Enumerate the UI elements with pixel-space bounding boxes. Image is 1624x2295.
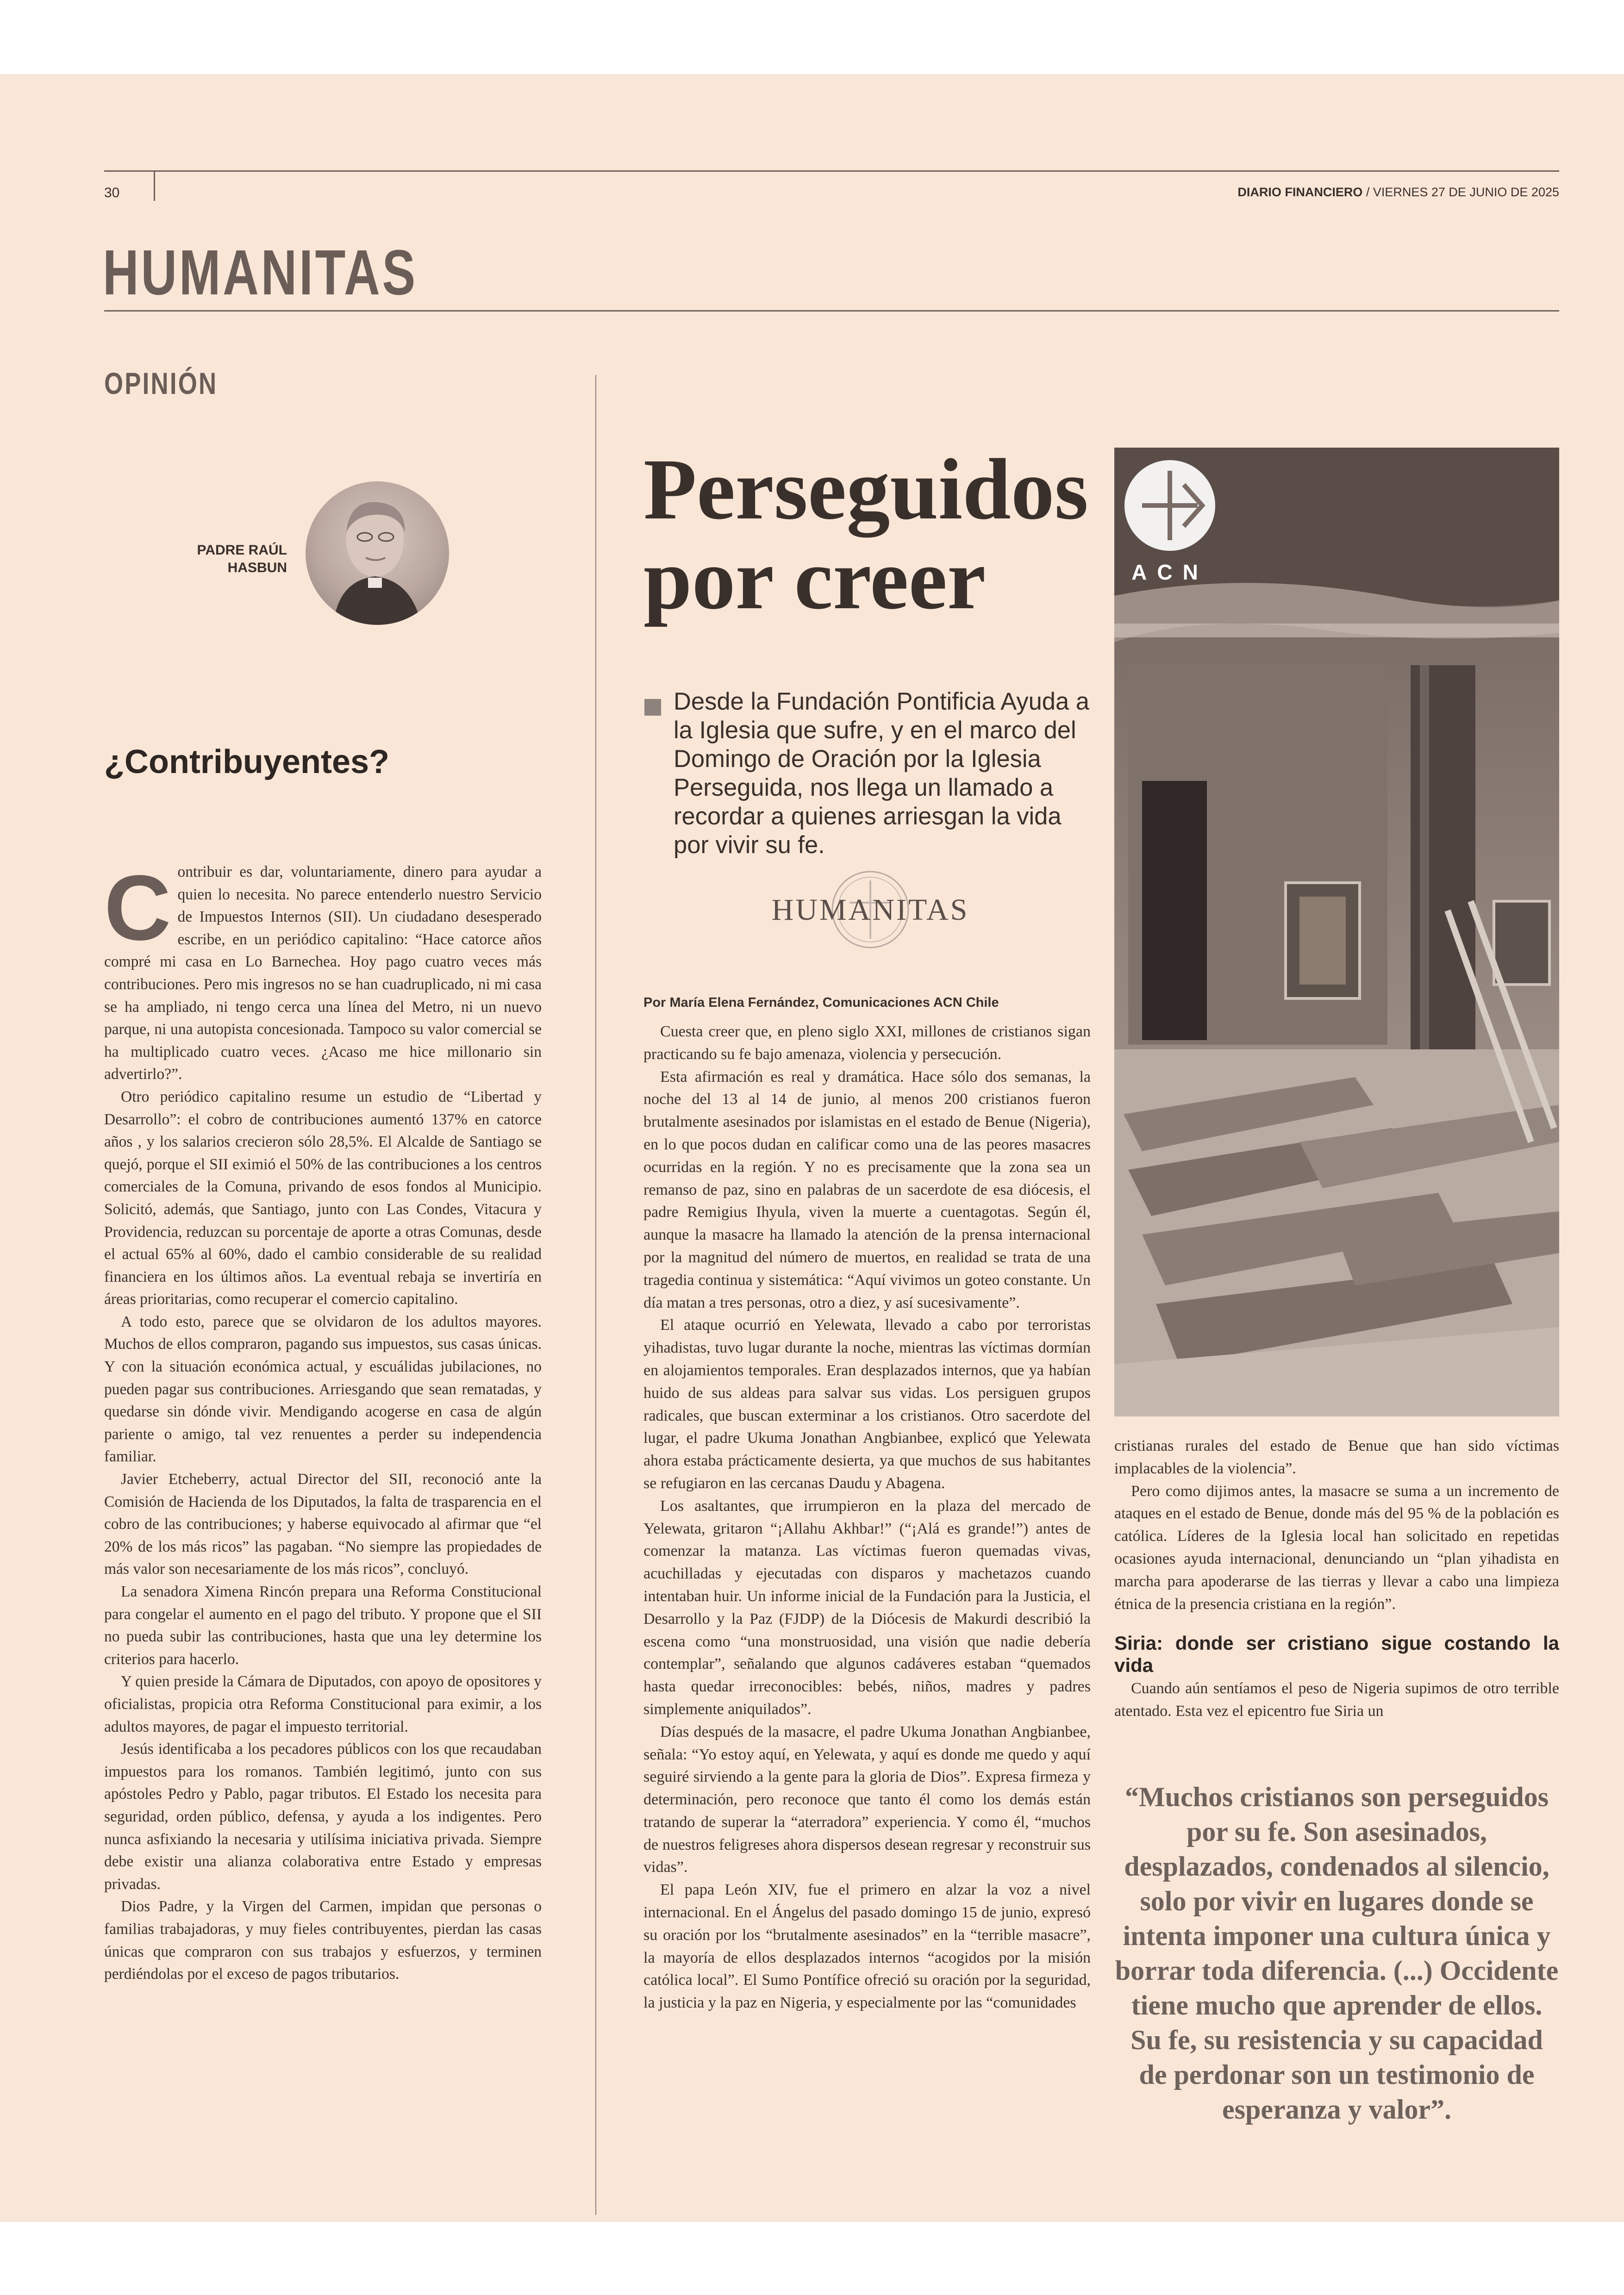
church-ruins-illustration xyxy=(1114,448,1559,1416)
opinion-paragraph: Javier Etcheberry, actual Director del SII, reconoció ante la Comisión de Hacienda de los Diputados, la falta de trasparencia en el cobro de las contribuciones; y haberse equivocado al afirmar que “el 20% de los más ricos” las pagaban. “No siempre las propiedades de más valor son necesariamente de los más ricos”, concluyó. xyxy=(104,1471,542,1578)
header-top-rule xyxy=(104,170,1559,172)
page-number: 30 xyxy=(104,185,120,200)
opinion-label: OPINIÓN xyxy=(104,366,218,400)
portrait-illustration xyxy=(306,481,449,625)
article-body-right xyxy=(1114,1435,1559,1723)
article-paragraph: El papa León XIV, fue el primero en alzar la voz a nivel internacional. En el Ángelus del pasado domingo 15 de junio, expresó su oración por los “brutalmente asesinados” en la “terrible masacre”, la mayoría de ellos desplazados internos “acogidos por la misión católica local”. El Sumo Pontífice ofreció su oración por la seguridad, la justicia y la paz en Nigeria, y especialmente por las “comunidades xyxy=(643,1881,1091,2012)
humanitas-logo-text: HUMANITAS xyxy=(771,893,969,927)
opinion-paragraph: Jesús identificaba a los pecadores públicos con los que recaudaban impuestos para los romanos. También legitimó, junto con sus apóstoles Pedro y Pablo, pagar tributos. El Estado los necesita para seguridad, orden público, defensa, y ayuda a los indigentes. Pero nunca asfixiando la necesaria y utilísima iniciativa privada. Siempre debe existir una alianza colaborativa entre Estado y empresas privadas. xyxy=(104,1740,542,1893)
humanitas-logo xyxy=(750,870,991,949)
opinion-paragraph: Y quien preside la Cámara de Diputados, con apoyo de opositores y oficialistas, propicia otra Reforma Constitucional para eximir, a los adultos mayores, de pagar el impuesto territorial. xyxy=(104,1673,542,1735)
column-divider xyxy=(595,375,596,2215)
main-headline: Perseguidos por creer xyxy=(643,441,1088,627)
drop-cap: C xyxy=(104,856,171,960)
article-deck: Desde la Fundación Pontificia Ayuda a la Iglesia que sufre, y en el marco del Domingo de Oración por la Iglesia Perseguida, nos llega un llamado a recordar a quienes arriesgan la vida por vivir su fe. xyxy=(674,688,1089,859)
opinion-paragraph: A todo esto, parece que se olvidaron de los adultos mayores. Muchos de ellos compraron, pagando sus impuestos, sus casas únicas. Y con la situación económica actual, y escuálidas jubilaciones, no pueden pagar sus contribuciones. Arriesgando que sean rematadas, y quedarse sin dónde vivir. Mendigando acogerse en casa de algún pariente o amigo, tal vez renuentes a perder su independencia familiar. xyxy=(104,1313,542,1466)
section-title: HUMANITAS xyxy=(103,237,418,308)
issue-date: / VIERNES 27 DE JUNIO DE 2025 xyxy=(1366,185,1559,199)
article-paragraph: Pero como dijimos antes, la masacre se suma a un incremento de ataques en el estado de Benue, donde más del 95 % de la población es católica. Líderes de la Iglesia local han solicitado en repetidas ocasiones ayuda internacional, denunciando un “plan yihadista en marcha para apoderarse de las tierras y llevar a cabo una limpieza étnica de la presencia cristiana en la región”. xyxy=(1114,1482,1559,1613)
pull-quote: “Muchos cristianos son perseguidos por su fe. Son asesinados, desplazados, condenados al silencio, solo por vivir en lugares donde se intenta imponer una cultura única y borrar toda diferencia. (...) Occidente tiene mucho que aprender de ellos. Su fe, su resistencia y su capacidad de perdonar son un testimonio de esperanza y valor”. xyxy=(1115,1782,1559,2125)
article-subhead: Siria: donde ser cristiano sigue costando la vida xyxy=(1114,1632,1559,1677)
opinion-first-paragraph-text: ontribuir es dar, voluntariamente, dinero para ayudar a quien lo necesita. No parece entenderlo nuestro Servicio de Impuestos Internos (SII). Un ciudadano desesperado escribe, en un periódico capitalino: “Hace catorce años compré mi casa en Lo Barnechea. Hoy pago cuatro veces más contribuciones. Pero mis ingresos no se han cuadruplicado, ni mi casa se ha ampliado, ni tengo cerca una línea del Metro, ni un nuevo parque, ni una autopista concesionada. Tampoco su valor comercial se ha multiplicado cuatro veces. ¿Acaso me hice millonario sin advertirlo?”. xyxy=(104,863,542,1083)
paper-dateline xyxy=(1111,185,1559,200)
section-rule xyxy=(104,310,1559,312)
article-byline: Por María Elena Fernández, Comunicaciones ACN Chile xyxy=(643,995,999,1010)
article-paragraph: El ataque ocurrió en Yelewata, llevado a cabo por terroristas yihadistas, tuvo lugar durante la noche, mientras las víctimas dormían en alojamientos temporales. Eran desplazados internos, que ya habían huido de sus aldeas para salvar sus vidas. Los persiguen grupos radicales, que buscan exterminar a los cristianos. Otro sacerdote del lugar, el padre Ukuma Jonathan Angbianbee, explicó que Yelewata ahora estaba prácticamente desierta, ya que muchos de sus habitantes se refugiaron en las cercanas Daudu y Abagena. xyxy=(643,1316,1091,1492)
article-paragraph: cristianas rurales del estado de Benue que han sido víctimas implacables de la violencia”. xyxy=(1114,1437,1559,1477)
author-name xyxy=(153,542,287,577)
article-body-middle xyxy=(643,1021,1091,2014)
article-paragraph: Los asaltantes, que irrumpieron en la plaza del mercado de Yelewata, gritaron “¡Allahu Akhbar!” (“¡Alá es grande!”) antes de comenzar la matanza. Las víctimas fueron quemadas vivas, acuchilladas y ejecutadas con disparos y machetazos cuando intentaban huir. Un informe inicial de la Fundación para la Justicia, el Desarrollo y la Paz (FJDP) de la Diócesis de Makurdi describió la escena como “una monstruosidad, una visión que nadie debería contemplar”, señalando que algunos cadáveres estaban “quemados hasta quedar irreconocibles: bebés, niños, madres y padres simplemente aniquilados”. xyxy=(643,1497,1091,1718)
article-paragraph: Cuesta creer que, en pleno siglo XXI, millones de cristianos sigan practicando su fe bajo amenaza, violencia y persecución. xyxy=(643,1023,1091,1063)
church-ruins-photo xyxy=(1114,448,1559,1416)
article-paragraph: Cuando aún sentíamos el peso de Nigeria supimos de otro terrible atentado. Esta vez el epicentro fue Siria un xyxy=(1114,1680,1559,1720)
author-first-name: PADRE RAÚL xyxy=(197,543,287,558)
opinion-paragraph xyxy=(104,856,542,1086)
opinion-paragraph: Dios Padre, y la Virgen del Carmen, impidan que personas o familias trabajadoras, y muy fieles contribuyentes, pierdan las casas únicas que compraron con sus trabajos y esfuerzos, y terminen perdiéndolas por el exceso de pagos tributarios. xyxy=(104,1898,542,1983)
opinion-body xyxy=(104,856,542,1986)
page-number-divider xyxy=(154,170,155,201)
acn-logo-text: ACN xyxy=(1131,560,1208,584)
article-paragraph: Esta afirmación es real y dramática. Hace sólo dos semanas, la noche del 13 al 14 de junio, al menos 200 cristianos fueron brutalmente asesinados por islamistas en el estado de Benue (Nigeria), en lo que pocos dudan en calificar como una de las peores masacres ocurridas en la región. Y no es precisamente que la zona sea un remanso de paz, sino en palabras de un sacerdote de esa diócesis, el padre Remigius Ihyula, viven la muerte a cuentagotas. Según él, aunque la masacre ha llamado la atención de la prensa internacional por la magnitud del número de muertos, en realidad se trata de una tragedia continua y sistemática: “Aquí vivimos un goteo constante. Un día matan a tres personas, otro a diez, y así sucesivamente”. xyxy=(643,1068,1091,1311)
opinion-headline: ¿Contribuyentes? xyxy=(104,743,390,780)
author-last-name: HASBUN xyxy=(227,560,287,575)
opinion-paragraph: La senadora Ximena Rincón prepara una Reforma Constitucional para congelar el aumento en el pago del tributo. Y propone que el SII no pueda subir las contribuciones, hasta que una ley determine los criterios para hacerlo. xyxy=(104,1583,542,1668)
deck-bullet-icon xyxy=(644,699,661,716)
paper-name: DIARIO FINANCIERO xyxy=(1237,185,1363,199)
author-portrait xyxy=(306,481,449,625)
opinion-paragraph: Otro periódico capitalino resume un estudio de “Libertad y Desarrollo”: el cobro de contribuciones aumentó 137% en catorce años , y los salarios crecieron sólo 28,5%. El Alcalde de Santiago se quejó, porque el SII eximió el 50% de las contribuciones a los centros comerciales de la Comuna, privando de esos fondos al Municipio. Solicitó, además, que Santiago, junto con Las Condes, Vitacura y Providencia, reduzcan su porcentaje de aporte a otras Comunas, desde el actual 65% al 60%, dado el cambio considerable de su realidad financiera en los últimos años. La eventual rebaja se invertiría en áreas prioritarias, como recuperar el comercio capitalino. xyxy=(104,1088,542,1308)
newspaper-page xyxy=(0,74,1624,2222)
article-paragraph: Días después de la masacre, el padre Ukuma Jonathan Angbianbee, señala: “Yo estoy aquí, en Yelewata, y aquí es donde me quedo y aquí seguiré sirviendo a la gente para la gloria de Dios”. Expresa firmeza y determinación, pero reconoce que tanto él como los demás están tratando de superar la “aterradora” experiencia. Y como él, “muchos de nuestros feligreses ahora dispersos desean regresar y reconstruir sus vidas”. xyxy=(643,1723,1091,1876)
